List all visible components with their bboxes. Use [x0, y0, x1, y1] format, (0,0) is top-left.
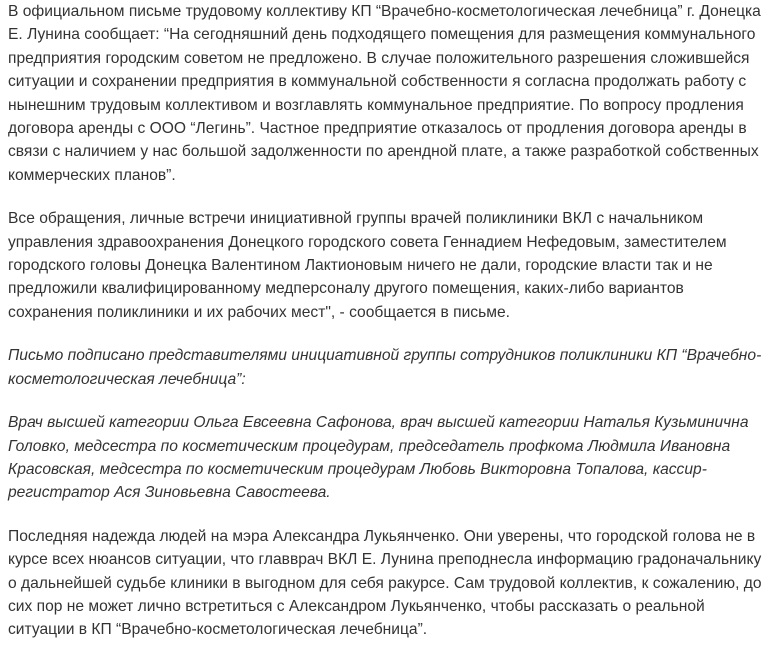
text-line: косметологическая лечебница”:: [8, 370, 246, 388]
text-line: о дальнейшей судьбе клиники в выгодном для себя ракурсе. Сам трудовой коллектив, к сожалению, до: [8, 574, 762, 592]
paragraph-intro: [8, 0, 760, 187]
text-line: нынешним трудовым коллективом и возглавлять коммунальное предприятие. По вопросу продления: [8, 96, 744, 114]
text-line: предложили квалифицированному медперсоналу другого помещения, каких-либо вариантов: [8, 280, 684, 298]
text-line: предприятия городским советом не предложено. В случае положительного разрешения сложившейся: [8, 49, 750, 67]
paragraph-appeals: [8, 207, 760, 324]
text-line: городского головы Донецка Валентином Лактионовым ничего не дали, городские власти так и не: [8, 257, 713, 275]
paragraph-signed-by: [8, 344, 760, 391]
text-line: сих пор не может лично встретиться с Александром Лукьянченко, чтобы рассказать о реальной: [8, 597, 705, 615]
text-line: ситуации в КП “Врачебно-косметологическая лечебница”.: [8, 621, 428, 639]
text-line: Все обращения, личные встречи инициативной группы врачей поликлиники ВКЛ с начальником: [8, 210, 704, 228]
text-line: Красовская, медсестра по косметическим процедурам Любовь Викторовна Топалова, кассир-: [8, 460, 707, 478]
text-line: Врач высшей категории Ольга Евсеевна Сафонова, врач высшей категории Наталья Кузьминична: [8, 414, 749, 432]
text-line: Е. Лунина сообщает: “На сегодняшний день подходящего помещения для размещения коммунального: [8, 26, 756, 44]
text-line: договора аренды с ООО “Легинь”. Частное предприятие отказалось от продления договора аренды в: [8, 120, 747, 138]
text-line: Головко, медсестра по косметическим процедурам, председатель профкома Людмила Ивановна: [8, 437, 731, 455]
text-line: сохранения поликлиники и их рабочих мест", - сообщается в письме.: [8, 303, 510, 321]
text-line: связи с наличием у нас большой задолженности по арендной плате, а также разработкой собственных: [8, 143, 759, 161]
text-line: Письмо подписано представителями инициативной группы сотрудников поликлиники КП “Врачебно-: [8, 347, 762, 365]
text-line: регистратор Ася Зиновьевна Савостеева.: [8, 484, 331, 502]
article-body: [8, 0, 760, 662]
text-line: коммерческих планов”.: [8, 166, 176, 184]
text-line: курсе всех нюансов ситуации, что главврач ВКЛ Е. Лунина преподнесла информацию градоначальнику: [8, 551, 762, 569]
text-line: ситуации и сохранении предприятия в коммунальной собственности я согласна продолжать работу с: [8, 73, 747, 91]
text-line: управления здравоохранения Донецкого городского совета Геннадием Нефедовым, заместителем: [8, 233, 727, 251]
paragraph-last-hope: [8, 525, 760, 642]
text-line: В официальном письме трудовому коллективу КП “Врачебно-косметологическая лечебница” г. Донецка: [8, 3, 761, 20]
text-line: Последняя надежда людей на мэра Александра Лукьянченко. Они уверены, что городской голова не в: [8, 527, 756, 545]
paragraph-signatories: [8, 411, 760, 505]
